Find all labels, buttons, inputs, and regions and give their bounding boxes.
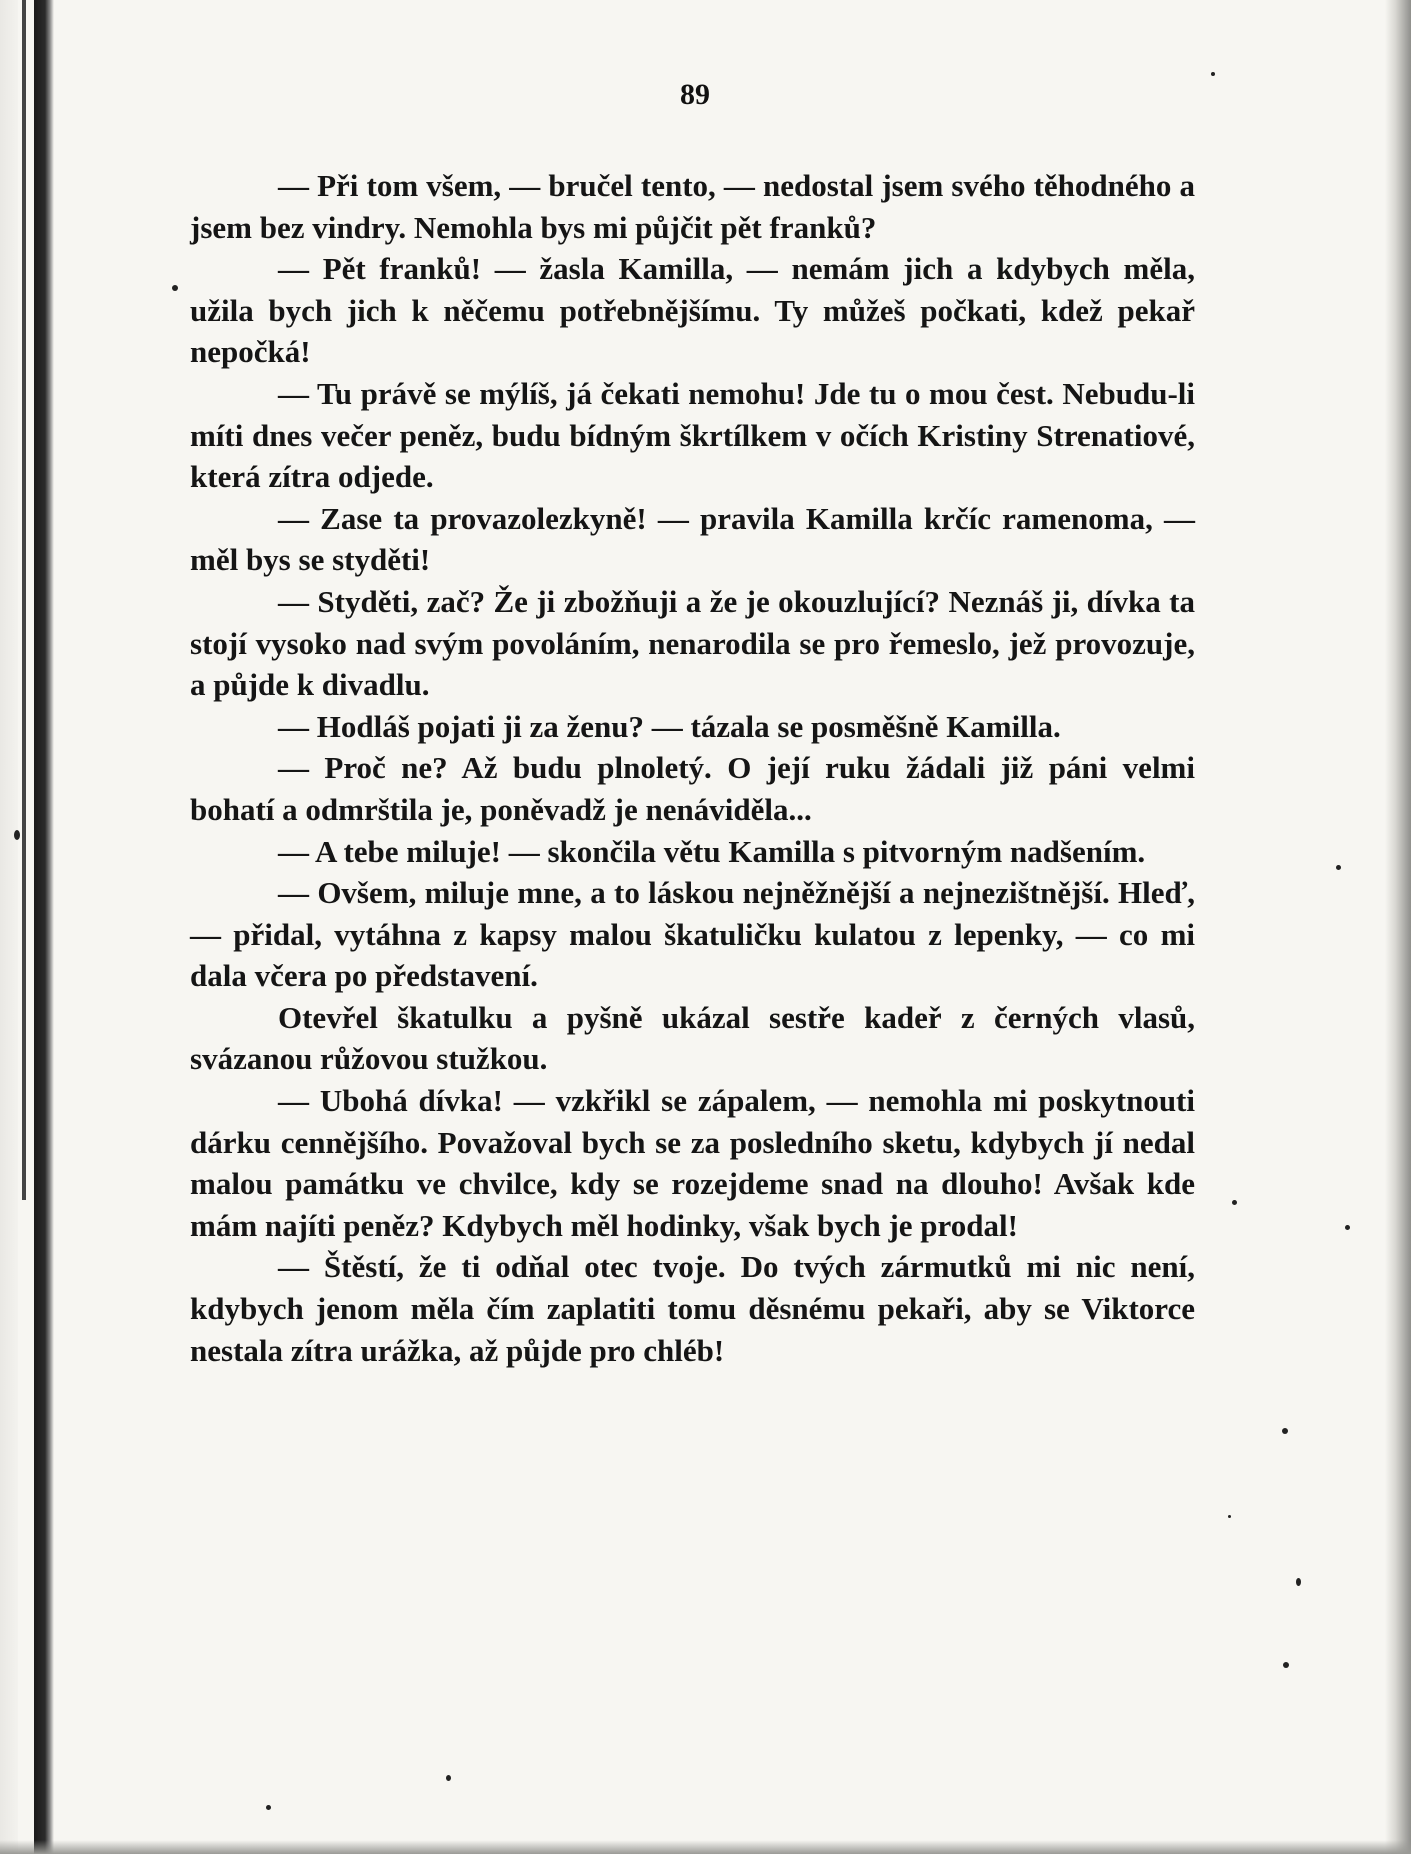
scan-speck	[1345, 1225, 1350, 1230]
paragraph: — Pět franků! — žasla Kamilla, — nemám jich a kdybych měla, užila bych jich k něčemu potřebnějšímu. Ty můžeš počkati, kdež pekař nepočká!	[190, 251, 1195, 370]
page-edge-right	[1385, 0, 1411, 1854]
body-text	[190, 165, 1195, 1371]
paragraph: — Štěstí, že ti odňal otec tvoje. Do tvých zármutků mi nic není, kdybych jenom měla čím zaplatiti tomu děsnému pekaři, aby se Viktorce nestala zítra urážka, až půjde pro chléb!	[190, 1249, 1195, 1368]
page-number: 89	[680, 78, 710, 111]
scan-speck	[1232, 1200, 1237, 1205]
binding-shadow	[34, 0, 54, 1854]
paragraph: Otevřel škatulku a pyšně ukázal sestře kadeř z černých vlasů, svázanou růžovou stužkou.	[190, 999, 1195, 1077]
scan-speck	[446, 1775, 451, 1781]
paragraph: — Proč ne? Až budu plnoletý. O její ruku žádali již páni velmi bohatí a odmrštila je, poněvadž je nenáviděla...	[190, 750, 1195, 827]
scan-speck	[172, 285, 178, 291]
paragraph: — A tebe miluje! — skončila větu Kamilla s pitvorným nadšením.	[278, 833, 1146, 869]
paragraph: — Ubohá dívka! — vzkřikl se zápalem, — nemohla mi poskytnouti dárku cennějšího. Považoval bych se za posledního sketu, kdybych jí nedal malou památku ve chvilce, kdy se rozejdeme snad na dlouho! Avšak kde mám najíti peněz? Kdybych měl hodinky, však bych je prodal!	[190, 1083, 1195, 1243]
page-edge-bottom	[0, 1840, 1411, 1854]
scan-speck	[1282, 1428, 1288, 1434]
scan-speck	[1283, 1662, 1289, 1668]
paragraph: — Tu právě se mýlíš, já čekati nemohu! Jde tu o mou čest. Nebudu-li míti dnes večer peněz, budu bídným škrtílkem v očích Kristiny Strenatiové, která zítra odjede.	[190, 375, 1195, 495]
scan-speck	[266, 1805, 271, 1810]
binding-line	[22, 0, 26, 1200]
paragraph: — Ovšem, miluje mne, a to láskou nejněžnější a nejnezištnější. Hleď, — přidal, vytáhna z kapsy malou škatuličku kulatou z lepenky, — co mi dala včera po představení.	[190, 875, 1195, 994]
paragraph: — Zase ta provazolezkyně! — pravila Kamilla krčíc ramenoma, — měl bys se styděti!	[190, 500, 1195, 578]
page-margin-left	[0, 0, 18, 1854]
paragraph: — Při tom všem, — bručel tento, — nedostal jsem svého těhodného a jsem bez vindry. Nemohla bys mi půjčit pět franků?	[190, 168, 1195, 245]
paragraph: — Hodláš pojati ji za ženu? — tázala se posměšně Kamilla.	[278, 708, 1061, 744]
scan-speck	[1296, 1578, 1301, 1586]
scan-speck	[14, 830, 20, 840]
scan-speck	[1336, 865, 1341, 870]
scan-speck	[1211, 72, 1215, 76]
paragraph: — Styděti, zač? Že ji zbožňuji a že je okouzlující? Neznáš ji, dívka ta stojí vysoko nad svým povoláním, nenarodila se pro řemeslo, jež provozuje, a půjde k divadlu.	[190, 583, 1195, 703]
scan-speck	[1228, 1515, 1231, 1518]
